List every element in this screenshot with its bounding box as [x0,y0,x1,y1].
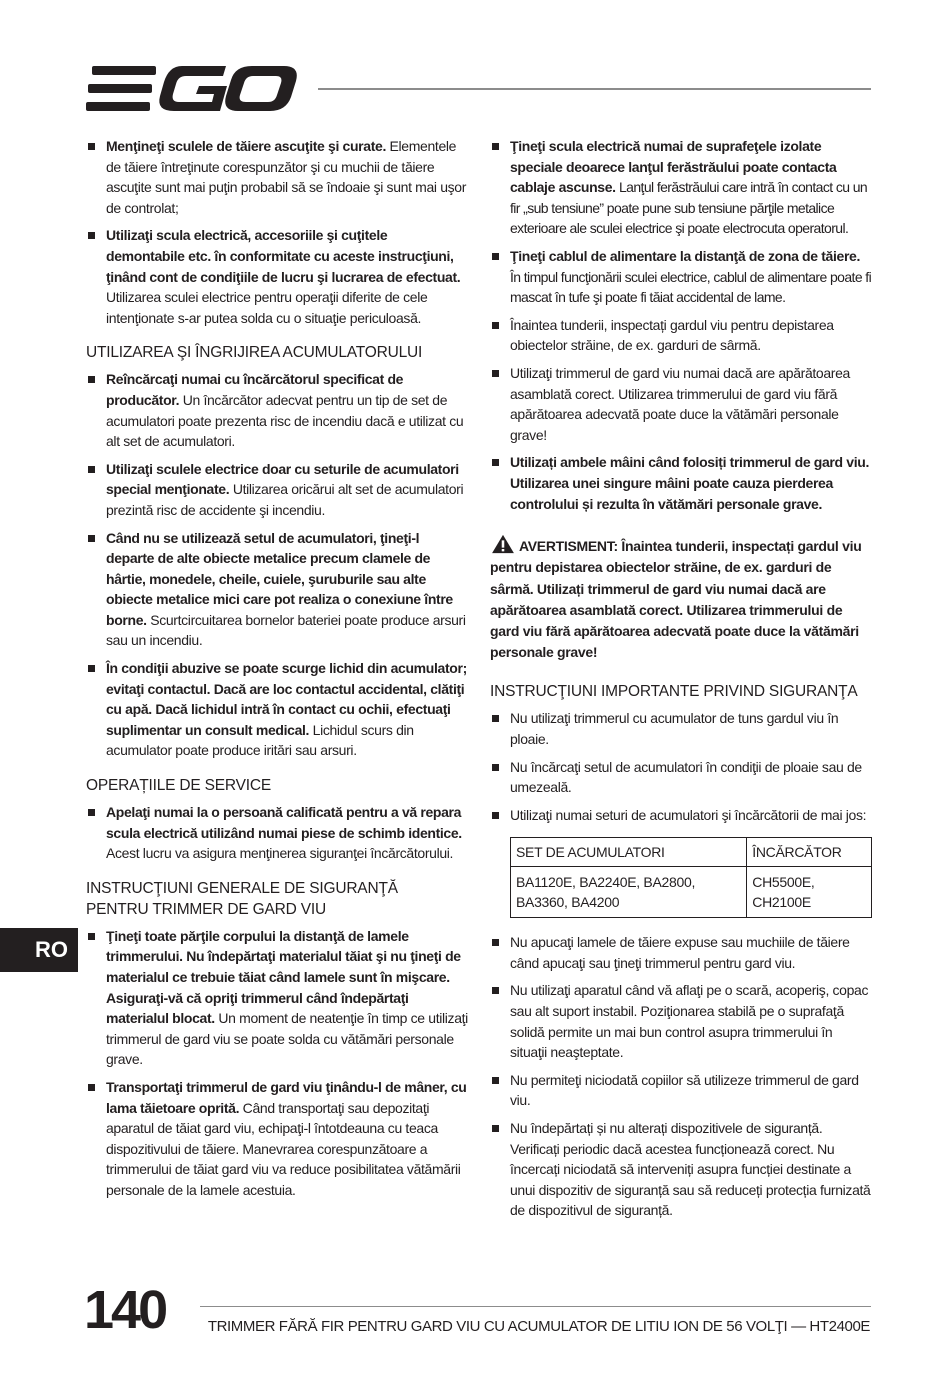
list-item: Ţineţi toate părţile corpului la distanţă de lamele trimmerului. Nu îndepărtaţi materialul tăiat şi nu ţineţi de materialul ce trebuie tăiat când lamele sunt în mişcare. Asiguraţi-vă că opriţi trimmerul când îndepărtaţi materialul blocat. Un moment de neatenţie în timp ce utilizaţi trimmerul de gard viu se poate solda cu vătămări personale grave. [86,926,468,1070]
footer-rule [200,1306,871,1307]
table-cell-batteries: BA1120E, BA2240E, BA2800, BA3360, BA4200 [511,867,747,918]
list-item: Înaintea tunderii, inspectați gardul viu pentru depistarea obiectelor străine, de ex. garduri de sârmă. [490,315,872,356]
battery-charger-table [510,837,872,918]
header-rule [318,88,871,90]
table-header-charger: ÎNCĂRCĂTOR [747,838,872,867]
footer-product-title: TRIMMER FĂRĂ FIR PENTRU GARD VIU CU ACUMULATOR DE LITIU ION DE 56 VOLŢI — HT2400E [207,1318,870,1335]
list-item: Nu apucaţi lamele de tăiere expuse sau muchiile de tăiere când apucaţi sau ţineţi trimmerul pentru gard viu. [490,932,872,973]
list-item: Utilizaţi trimmerul de gard viu numai dacă are apărătoarea asamblată corect. Utilizarea trimmerului de gard viu fără apărătoarea adecvată poate duce la vătămări personale grave! [490,363,872,445]
ego-logo [86,66,298,112]
left-column [86,136,468,1208]
list-item: Transportaţi trimmerul de gard viu ţinându-l de mâner, cu lama tăietoare oprită. Când transportaţi sau depozitaţi aparatul de tăiat gard viu, echipaţi-l întotdeauna cu teaca dispozitivului de tăiere. Manevrarea corespunzătoare a trimmerului de tăiat gard viu va reduce posibilitatea vătămării personale de la lamele acestuia. [86,1077,468,1201]
list-item: Utilizaţi scula electrică, accesoriile şi cuţitele demontabile etc. în conformitate cu aceste instrucţiuni, ţinând cont de condiţiile de lucru şi lucrarea de efectuat. Utilizarea sculei electrice pentru operaţii diferite de cele intenţionate s-ar putea solda cu o situaţie periculoasă. [86,225,468,328]
list-item: Ţineţi cablul de alimentare la distanţă de zona de tăiere. În timpul funcţionării sculei electrice, cablul de alimentare poate fi mascat în tufe şi poate fi tăiat accidental de lame. [490,246,872,308]
list-item: Nu permiteţi niciodată copiilor să utilizeze trimmerul de gard viu. [490,1070,872,1111]
table-cell-chargers: CH5500E, CH2100E [747,867,872,918]
list-item: Nu încărcaţi setul de acumulatori în condiţii de ploaie sau de umezeală. [490,757,872,798]
important-list-after [490,932,872,1221]
important-section-title: INSTRUCŢIUNI IMPORTANTE PRIVIND SIGURANŢA [490,683,858,701]
service-section-title: OPERAȚIILE DE SERVICE [86,777,272,795]
table-row [511,867,872,918]
right-column [490,136,872,1228]
list-item: Menţineţi sculele de tăiere ascuţite şi curate. Elementele de tăiere întreţinute corespunzător şi cu muchii de tăiere ascuţite sunt mai puţin probabil să se îndoaie şi sunt mai uşor de controlat; [86,136,468,218]
general-list [86,926,468,1201]
important-list-before [490,708,872,825]
warning-triangle-icon [490,534,516,554]
top-list [490,136,872,514]
table-header-battery: SET DE ACUMULATORI [511,838,747,867]
page-number: 140 [84,1280,166,1340]
general-section-title: INSTRUCŢIUNI GENERALE DE SIGURANŢĂ PENTRU TRIMMER DE GARD VIU [86,879,398,918]
list-item: Nu utilizaţi aparatul când vă aflaţi pe o scară, acoperiş, copac sau alt suport instabil. Poziţionarea stabilă pe o suprafaţă solidă permite un mai bun control asupra trimmerului în situaţii neaşteptate. [490,980,872,1062]
service-list [86,802,468,864]
battery-section-title: UTILIZAREA ŞI ÎNGRIJIREA ACUMULATORULUI [86,344,423,362]
list-item: Ţineţi scula electrică numai de suprafeţele izolate speciale deoarece lanţul ferăstrăului poate contacta cablaje ascunse. Lanţul ferăstrăului care intră în contact cu un fir „sub tensiune” poate pune sub tensiune părţile metalice exterioare ale sculei electrice şi poate electrocuta operatorul. [490,136,872,239]
battery-list [86,369,468,761]
intro-list [86,136,468,328]
list-item: Utilizați ambele mâini când folosiți trimmerul de gard viu. Utilizarea unei singure mâini poate cauza pierderea controlului și rezulta în vătămări personale grave. [490,452,872,514]
list-item: Nu îndepărtați și nu alterați dispozitivele de siguranță. Verificați periodic dacă acestea funcționează corect. Nu încercați niciodată să interveniți asupra funcției destinate a unui dispozitiv de siguranță sau să reduceți protecția furnizată de dispozitivul de siguranță. [490,1118,872,1221]
warning-block: AVERTISMENT: Înaintea tunderii, inspectați gardul viu pentru depistarea obiectelor străine, de ex. garduri de sârmă. Utilizați trimmerul de gard viu numai dacă are apărătoarea asamblată corect. Utilizarea trimmerului de gard viu fără apărătoarea adecvată poate duce la vătămări personale grave! [490,534,872,663]
list-item: Apelaţi numai la o persoană calificată pentru a vă repara scula electrică utilizând numai piese de schimb identice. Acest lucru va asigura menţinerea siguranţei încărcătorului. [86,802,468,864]
list-item: Utilizaţi sculele electrice doar cu seturile de acumulatori special menţionate. Utilizarea oricărui alt set de acumulatori prezintă risc de accidente şi incendiu. [86,459,468,521]
list-item: În condiţii abuzive se poate scurge lichid din acumulator; evitaţi contactul. Dacă are loc contactul accidental, clătiţi cu apă. Dacă lichidul intră în contact cu ochii, efectuaţi suplimentar un consult medical. Lichidul scurs din acumulator poate produce iritări sau arsuri. [86,658,468,761]
list-item: Utilizaţi numai seturi de acumulatori şi încărcătorii de mai jos: [490,805,872,826]
list-item: Reîncărcaţi numai cu încărcătorul specificat de producător. Un încărcător adecvat pentru un tip de set de acumulatori poate prezenta risc de incendiu dacă e utilizat cu alt set de acumulatori. [86,369,468,451]
language-tab: RO [0,928,78,972]
list-item: Nu utilizaţi trimmerul cu acumulator de tuns gardul viu în ploaie. [490,708,872,749]
list-item: Când nu se utilizează setul de acumulatori, ţineţi-l departe de alte obiecte metalice precum clamele de hârtie, monedele, cheile, cuiele, şuruburile sau alte obiecte metalice mici care pot realiza o conexiune între borne. Scurtcircuitarea bornelor bateriei poate produce arsuri sau un incendiu. [86,528,468,652]
